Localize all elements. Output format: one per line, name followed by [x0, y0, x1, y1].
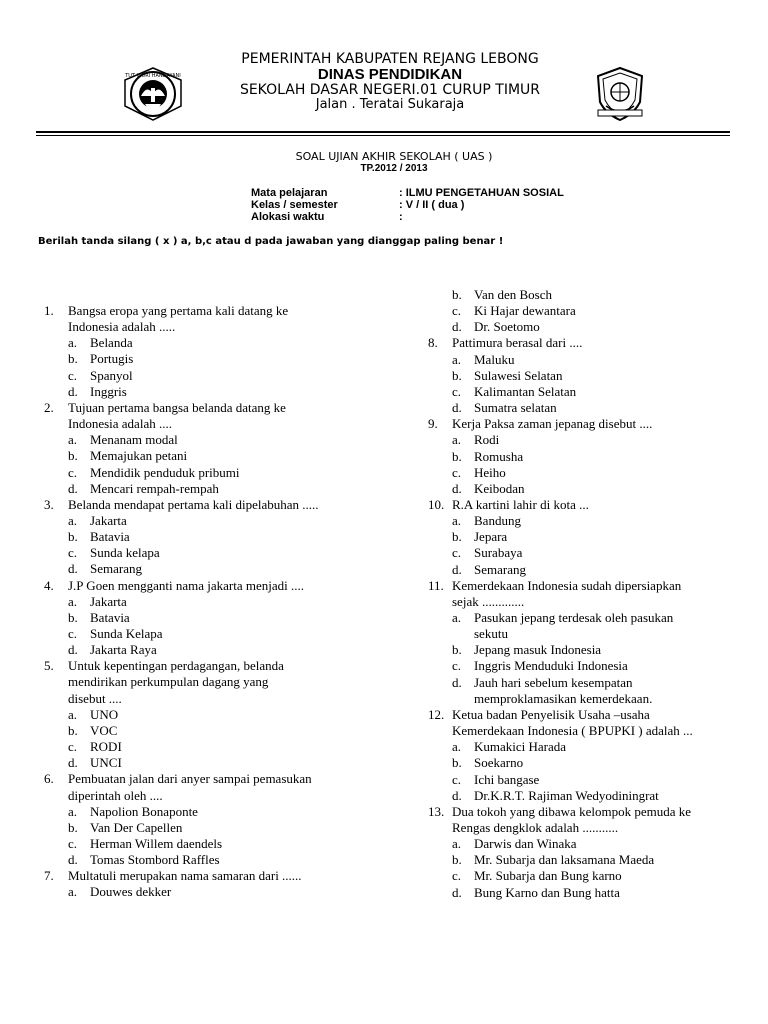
option-letter: b.	[452, 852, 462, 868]
tut-wuri-handayani-logo	[121, 66, 185, 122]
option-letter: d.	[452, 561, 462, 577]
option-line: Inggris	[90, 383, 127, 399]
continuation-line: diperintah oleh ....	[68, 787, 163, 803]
option-letter: a.	[68, 803, 78, 819]
header-school: SEKOLAH DASAR NEGERI.01 CURUP TIMUR	[239, 82, 541, 98]
info-label-subject: Mata pelajaran	[251, 187, 328, 199]
option-line: Semarang	[474, 561, 526, 577]
info-value-class: : V / II ( dua )	[399, 199, 465, 211]
option-letter: c.	[452, 545, 462, 561]
option-letter: a.	[68, 593, 78, 609]
option-line: Darwis dan Winaka	[474, 836, 577, 852]
regency-emblem-logo	[594, 66, 646, 122]
question-line: R.A kartini lahir di kota ...	[452, 496, 589, 512]
option-line: Ki Hajar dewantara	[474, 303, 576, 319]
option-line: Sulawesi Selatan	[474, 367, 563, 383]
option-line: Ichi bangase	[474, 771, 540, 787]
option-letter: a.	[452, 351, 462, 367]
option-letter: d.	[452, 674, 462, 690]
option-line: Dr. Soetomo	[474, 319, 540, 335]
info-value-time: :	[399, 211, 403, 223]
option-line: Douwes dekker	[90, 884, 172, 900]
option-line: Inggris Menduduki Indonesia	[474, 658, 628, 674]
option-letter: c.	[68, 739, 78, 755]
question-number: 7.	[44, 868, 54, 884]
option-letter: b.	[68, 609, 78, 625]
question-number: 13.	[428, 803, 445, 819]
option-line: Jauh hari sebelum kesempatan	[474, 674, 633, 690]
question-line: Untuk kepentingan perdagangan, belanda	[68, 658, 284, 674]
option-letter: c.	[452, 771, 462, 787]
option-line: Soekarno	[474, 755, 524, 771]
continuation-line: sejak .............	[452, 593, 525, 609]
option-line: Pasukan jepang terdesak oleh pasukan	[474, 610, 674, 625]
option-letter: d.	[452, 480, 462, 496]
option-letter: b.	[68, 722, 78, 738]
option-letter: c.	[68, 626, 78, 641]
option-letter: d.	[452, 319, 462, 335]
option-line: Mendidik penduduk pribumi	[90, 464, 240, 480]
option-letter: a.	[452, 513, 462, 529]
option-line: Semarang	[90, 561, 142, 577]
option-line: Van Der Capellen	[90, 819, 183, 835]
option-line: Mr. Subarja dan Bung karno	[474, 868, 622, 884]
option-line: Surabaya	[474, 545, 523, 561]
question-number: 4.	[44, 577, 54, 593]
option-line: Bung Karno dan Bung hatta	[474, 884, 620, 900]
option-letter: b.	[68, 448, 78, 464]
question-number: 1.	[44, 303, 54, 318]
option-line: Batavia	[90, 609, 130, 625]
option-letter: b.	[452, 529, 462, 545]
option-line: Mencari rempah-rempah	[90, 480, 219, 496]
option-letter: b.	[452, 642, 462, 658]
header-department: DINAS PENDIDIKAN	[317, 66, 463, 83]
question-number: 8.	[428, 335, 438, 351]
option-line: Heiho	[474, 464, 506, 480]
option-letter: d.	[452, 400, 462, 416]
question-number: 12.	[428, 706, 445, 722]
option-line: Jakarta	[90, 593, 127, 609]
option-line: Batavia	[90, 529, 130, 545]
option-letter: c.	[452, 868, 462, 884]
continuation-line: mendirikan perkumpulan dagang yang	[68, 674, 269, 690]
question-number: 11.	[428, 577, 444, 593]
option-letter: d.	[452, 884, 462, 900]
option-line: Van den Bosch	[474, 287, 552, 302]
option-line: Jepara	[474, 529, 508, 545]
option-letter: d.	[68, 480, 78, 496]
option-line: Jepang masuk Indonesia	[474, 642, 602, 658]
option-letter: c.	[452, 658, 462, 674]
question-line: Tujuan pertama bangsa belanda datang ke	[68, 399, 286, 415]
question-number: 5.	[44, 658, 54, 674]
option-letter: d.	[452, 787, 462, 803]
question-line: Kerja Paksa zaman jepanag disebut ....	[452, 416, 653, 432]
option-line: RODI	[90, 739, 122, 755]
exam-instruction: Berilah tanda silang ( x ) a, b,c atau d pada jawaban yang dianggap paling benar !	[38, 236, 504, 247]
continuation-line: sekutu	[474, 626, 508, 642]
option-line: Keibodan	[474, 480, 525, 496]
question-line: Bangsa eropa yang pertama kali datang ke	[68, 303, 289, 318]
option-line: VOC	[90, 722, 118, 738]
option-letter: a.	[68, 335, 78, 351]
option-letter: a.	[68, 884, 78, 900]
option-letter: b.	[452, 367, 462, 383]
question-line: Belanda mendapat pertama kali dipelabuhan .....	[68, 496, 319, 512]
header-rule-thick	[36, 131, 730, 133]
svg-text:TUT WURI HANDAYANI: TUT WURI HANDAYANI	[125, 73, 181, 79]
option-letter: d.	[68, 642, 78, 658]
option-line: Sumatra selatan	[474, 400, 557, 416]
option-letter: c.	[68, 464, 78, 480]
question-number: 10.	[428, 496, 445, 512]
question-number: 9.	[428, 416, 438, 432]
option-line: Maluku	[474, 351, 515, 367]
option-letter: d.	[68, 383, 78, 399]
option-letter: b.	[68, 819, 78, 835]
question-line: Pembuatan jalan dari anyer sampai pemasukan	[68, 771, 312, 787]
option-letter: b.	[452, 755, 462, 771]
exam-title: SOAL UJIAN AKHIR SEKOLAH ( UAS )	[295, 150, 493, 163]
question-number: 2.	[44, 399, 54, 415]
option-line: Jakarta	[90, 512, 127, 528]
header-address: Jalan . Teratai Sukaraja	[315, 97, 465, 112]
option-line: Menanam modal	[90, 432, 178, 448]
continuation-line: Rengas dengklok adalah ...........	[452, 819, 619, 835]
option-line: Dr.K.R.T. Rajiman Wedyodiningrat	[474, 787, 659, 803]
option-line: Rodi	[474, 432, 500, 448]
continuation-line: Kemerdekaan Indonesia ( BPUPKI ) adalah ...	[452, 723, 693, 739]
option-line: Belanda	[90, 335, 133, 351]
exam-year: TP.2012 / 2013	[360, 163, 428, 174]
info-label-time: Alokasi waktu	[251, 211, 325, 223]
option-letter: c.	[68, 367, 78, 383]
option-letter: b.	[68, 529, 78, 545]
option-letter: c.	[452, 383, 462, 399]
info-value-subject: : ILMU PENGETAHUAN SOSIAL	[399, 187, 564, 199]
option-letter: d.	[68, 561, 78, 577]
option-line: Napolion Bonaponte	[90, 803, 198, 819]
option-line: Herman Willem daendels	[90, 835, 223, 851]
option-line: UNO	[90, 706, 119, 722]
info-label-class: Kelas / semester	[251, 199, 338, 211]
option-letter: a.	[452, 739, 462, 755]
option-letter: c.	[452, 303, 462, 319]
option-letter: a.	[68, 432, 78, 448]
option-letter: a.	[68, 706, 78, 722]
option-line: Bandung	[474, 513, 521, 529]
continuation-line: memproklamasikan kemerdekaan.	[474, 690, 653, 706]
option-letter: b.	[68, 351, 78, 367]
continuation-line: disebut ....	[68, 690, 122, 706]
option-letter: b.	[452, 448, 462, 464]
option-line: Sunda kelapa	[90, 545, 160, 561]
option-letter: a.	[452, 836, 462, 852]
option-line: UNCI	[90, 755, 122, 771]
option-line: Kumakici Harada	[474, 739, 567, 755]
header-rule-thin	[36, 135, 730, 136]
question-line: Ketua badan Penyelisik Usaha –usaha	[452, 706, 650, 722]
option-line: Sunda Kelapa	[90, 626, 163, 641]
continuation-line: Indonesia adalah ....	[68, 416, 172, 432]
option-line: Portugis	[90, 351, 134, 367]
option-line: Romusha	[474, 448, 524, 464]
header-government: PEMERINTAH KABUPATEN REJANG LEBONG	[241, 51, 539, 67]
option-letter: d.	[68, 755, 78, 771]
option-letter: c.	[68, 545, 78, 561]
option-line: Tomas Stombord Raffles	[90, 852, 220, 868]
option-line: Kalimantan Selatan	[474, 383, 577, 399]
option-letter: c.	[452, 464, 462, 480]
question-line: J.P Goen mengganti nama jakarta menjadi ....	[68, 577, 304, 593]
option-letter: b.	[452, 287, 462, 302]
question-line: Multatuli merupakan nama samaran dari ......	[68, 868, 302, 884]
option-letter: a.	[452, 432, 462, 448]
question-line: Kemerdekaan Indonesia sudah dipersiapkan	[452, 577, 682, 593]
question-number: 6.	[44, 771, 54, 787]
option-letter: c.	[68, 835, 78, 851]
option-line: Mr. Subarja dan laksamana Maeda	[474, 852, 655, 868]
question-number: 3.	[44, 496, 54, 512]
option-line: Memajukan petani	[90, 448, 188, 464]
option-letter: a.	[452, 610, 462, 625]
continuation-line: Indonesia adalah .....	[68, 319, 176, 335]
option-letter: d.	[68, 852, 78, 868]
option-letter: a.	[68, 512, 78, 528]
option-line: Spanyol	[90, 367, 133, 383]
option-line: Jakarta Raya	[90, 642, 157, 658]
question-line: Pattimura berasal dari ....	[452, 335, 583, 351]
question-line: Dua tokoh yang dibawa kelompok pemuda ke	[452, 803, 691, 819]
